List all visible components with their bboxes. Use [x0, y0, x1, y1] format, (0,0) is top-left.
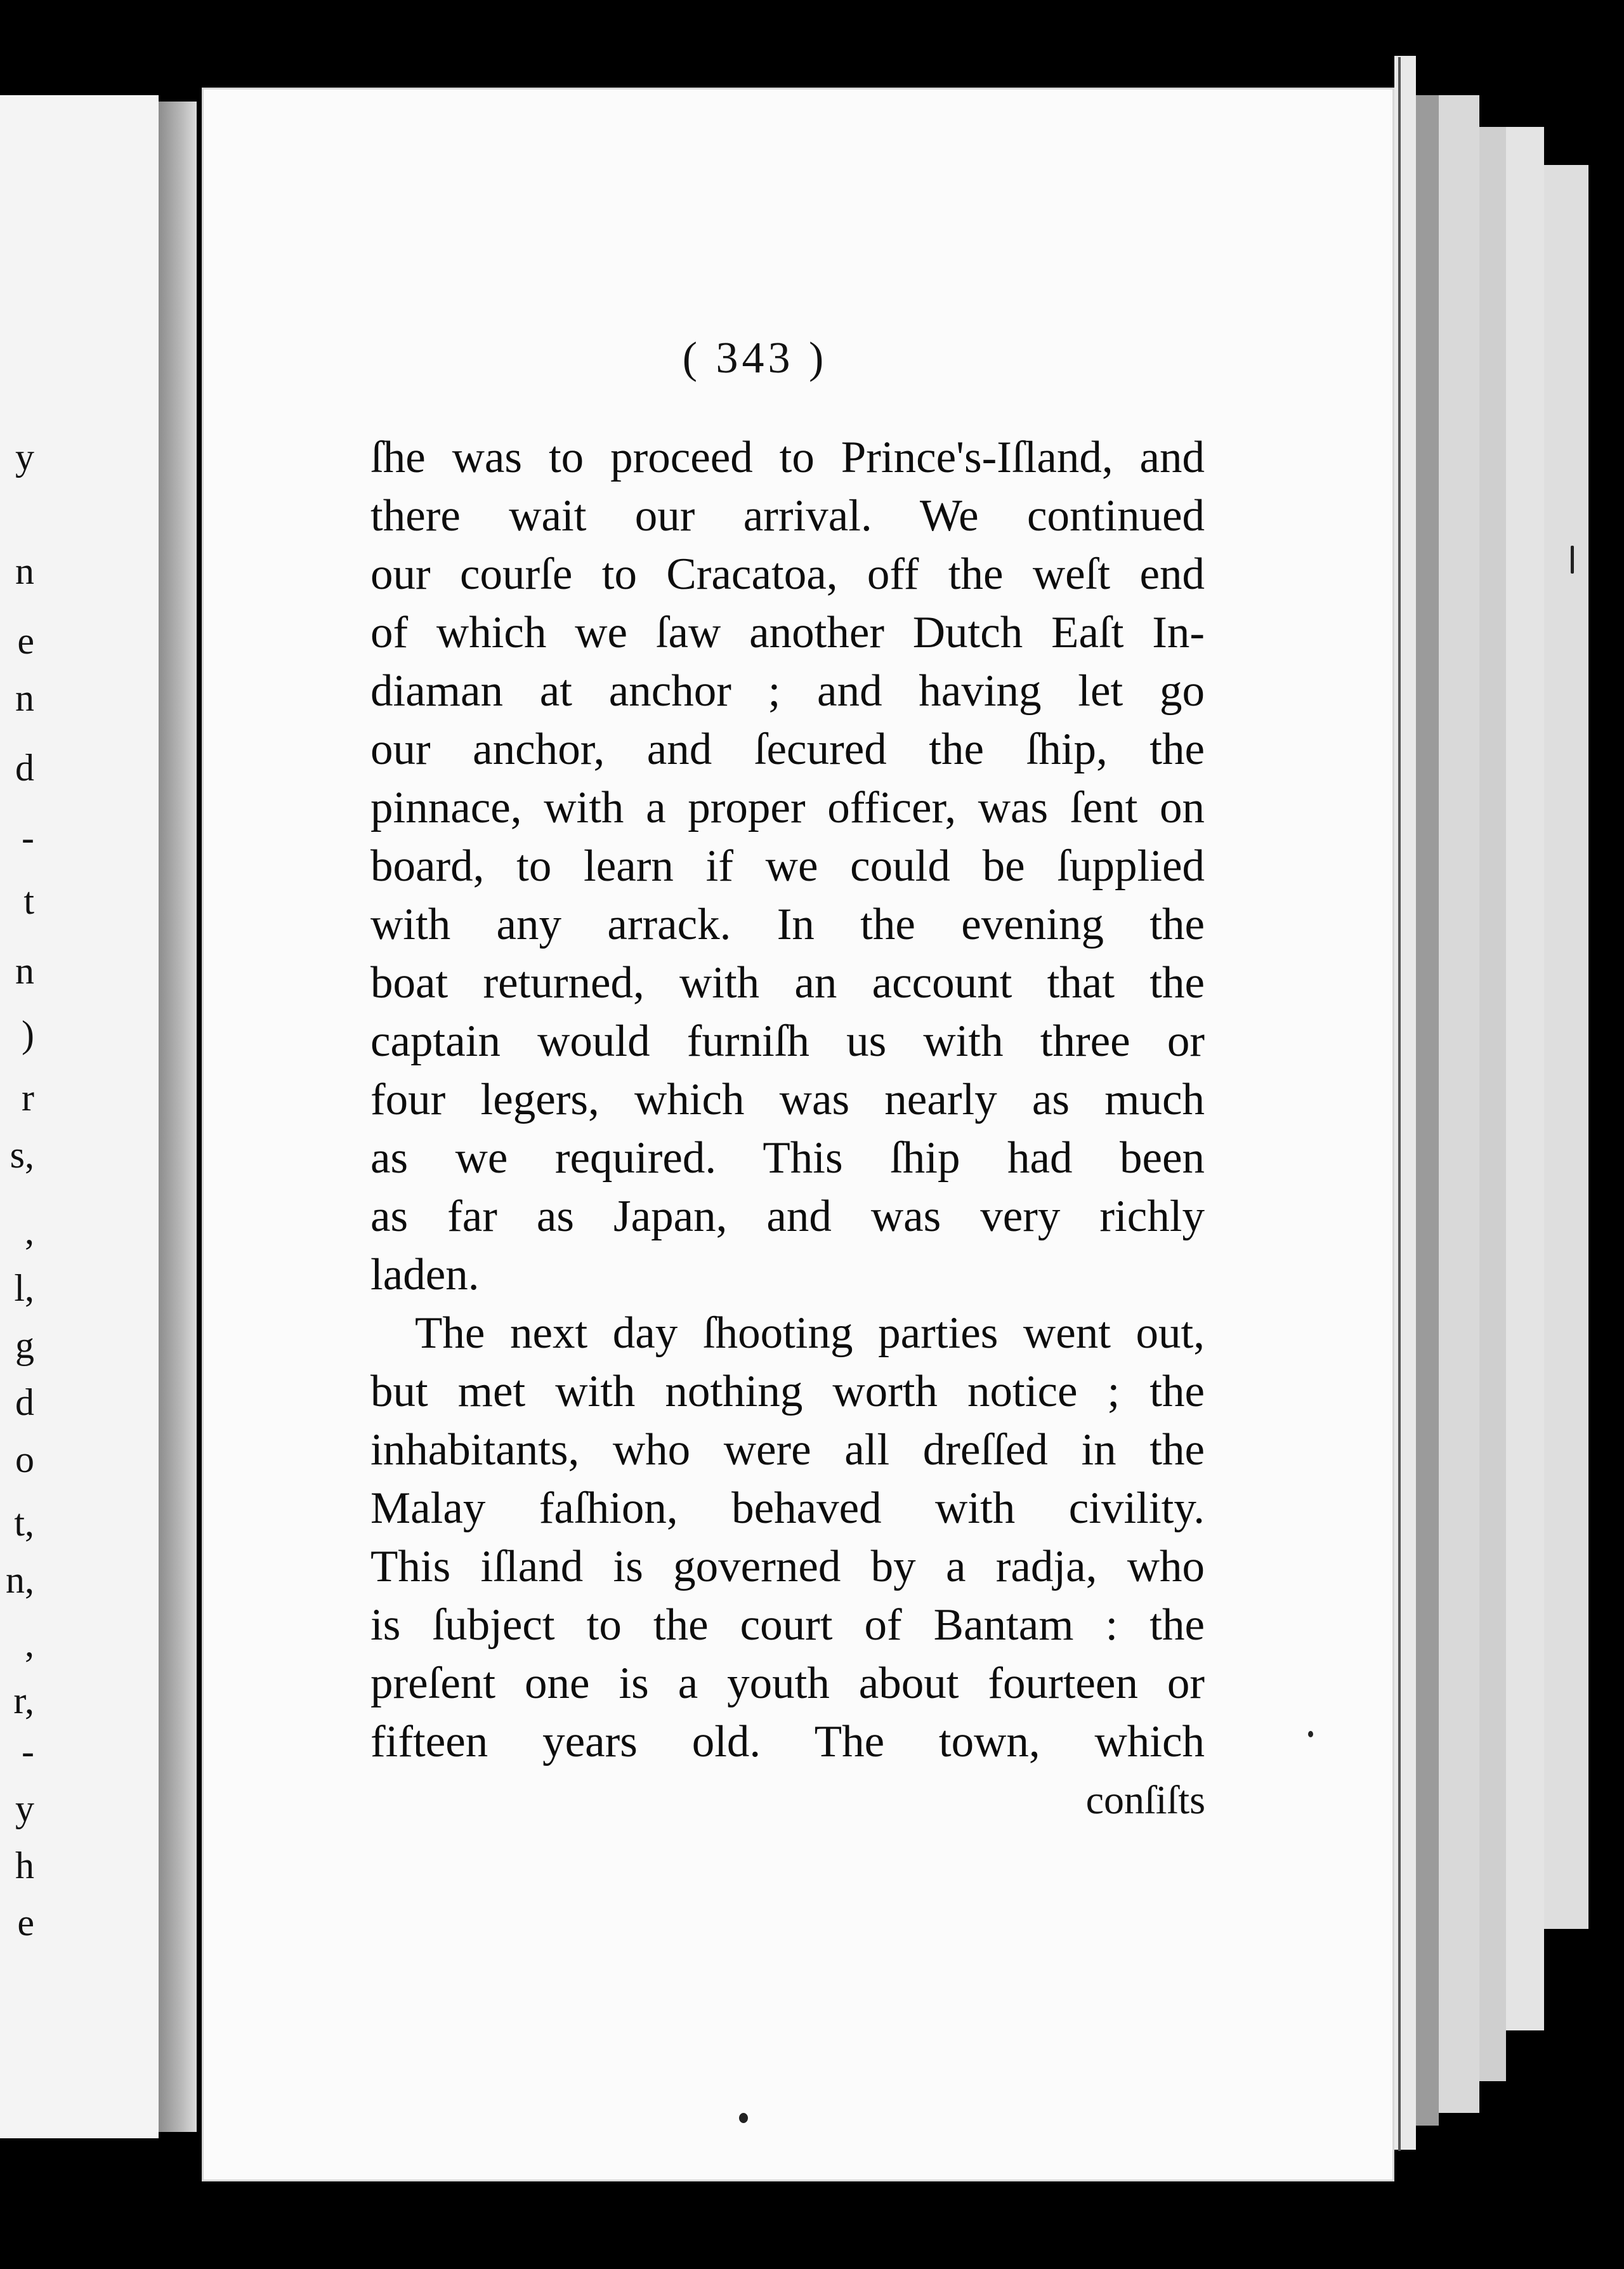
text-line: pinnace, with a proper officer, was ſent on: [370, 783, 1205, 832]
text-line: This iſland is governed by a radja, who: [370, 1542, 1205, 1591]
margin-fragment: n: [15, 950, 34, 992]
text-line: diaman at anchor ; and having let go: [370, 666, 1205, 716]
margin-fragment: e: [17, 1902, 34, 1943]
margin-fragment: s,: [10, 1134, 34, 1176]
text-line: Malay faſhion, behaved with civility.: [370, 1483, 1205, 1533]
text-line: preſent one is a youth about fourteen or: [370, 1659, 1205, 1708]
margin-fragment: t,: [14, 1502, 34, 1544]
text-line: captain would furniſh us with three or: [370, 1016, 1205, 1066]
text-line: ſhe was to proceed to Prince's-Iſland, and: [370, 433, 1205, 482]
page-number: ( 343 ): [682, 334, 828, 383]
margin-fragment: d: [15, 747, 34, 789]
margin-fragment: t: [23, 880, 34, 922]
margin-fragment: d: [15, 1381, 34, 1423]
catchword: conſiſts: [1085, 1777, 1205, 1822]
margin-fragment: o: [15, 1438, 34, 1480]
text-line: there wait our arrival. We continued: [370, 491, 1205, 541]
margin-fragment: l,: [14, 1267, 34, 1309]
margin-fragment: ,: [25, 1210, 34, 1252]
ink-speck: [1308, 1731, 1313, 1737]
margin-fragment: n: [15, 677, 34, 719]
margin-fragment: ): [22, 1013, 34, 1055]
text-line: as far as Japan, and was very richly: [370, 1192, 1205, 1241]
text-line: our anchor, and ſecured the ſhip, the: [370, 725, 1205, 774]
margin-fragment: y: [15, 436, 34, 478]
text-line: our courſe to Cracatoa, off the weſt end: [370, 549, 1205, 599]
page-edge: [1439, 95, 1479, 2113]
margin-fragment: g: [15, 1324, 34, 1366]
text-line: boat returned, with an account that the: [370, 958, 1205, 1008]
margin-fragment: y: [15, 1787, 34, 1829]
text-line: but met with nothing worth notice ; the: [370, 1367, 1205, 1416]
margin-fragment: n,: [6, 1559, 34, 1601]
body-text: [370, 428, 1205, 1771]
page-edge-line: [1398, 57, 1401, 2151]
page-edge: [1506, 127, 1544, 2030]
text-line: four legers, which was nearly as much: [370, 1075, 1205, 1124]
margin-fragment: r,: [13, 1680, 34, 1721]
ink-speck: [1571, 546, 1574, 574]
text-line: of which we ſaw another Dutch Eaſt In-: [370, 608, 1205, 657]
text-line: is ſubject to the court of Bantam : the: [370, 1600, 1205, 1650]
margin-fragment: h: [15, 1845, 34, 1886]
margin-fragment: ,: [25, 1622, 34, 1664]
left-page-margin-text: [0, 412, 38, 1943]
text-line: The next day ſhooting parties went out,: [415, 1308, 1205, 1358]
text-line: with any arrack. In the evening the: [370, 900, 1205, 949]
text-line: laden.: [370, 1250, 480, 1299]
margin-fragment: -: [22, 817, 34, 858]
margin-fragment: n: [15, 550, 34, 592]
ink-speck: [739, 2113, 748, 2123]
book-gutter: [159, 102, 197, 2132]
margin-fragment: e: [17, 620, 34, 662]
page-edge-shadow: [1416, 95, 1439, 2126]
margin-fragment: r: [22, 1077, 34, 1119]
text-line: inhabitants, who were all dreſſed in the: [370, 1425, 1205, 1475]
text-line: fifteen years old. The town, which: [370, 1717, 1205, 1766]
text-line: as we required. This ſhip had been: [370, 1133, 1205, 1183]
text-line: board, to learn if we could be ſupplied: [370, 841, 1205, 891]
page-edge: [1544, 165, 1588, 1929]
margin-fragment: -: [22, 1730, 34, 1772]
page-edge: [1479, 127, 1506, 2081]
